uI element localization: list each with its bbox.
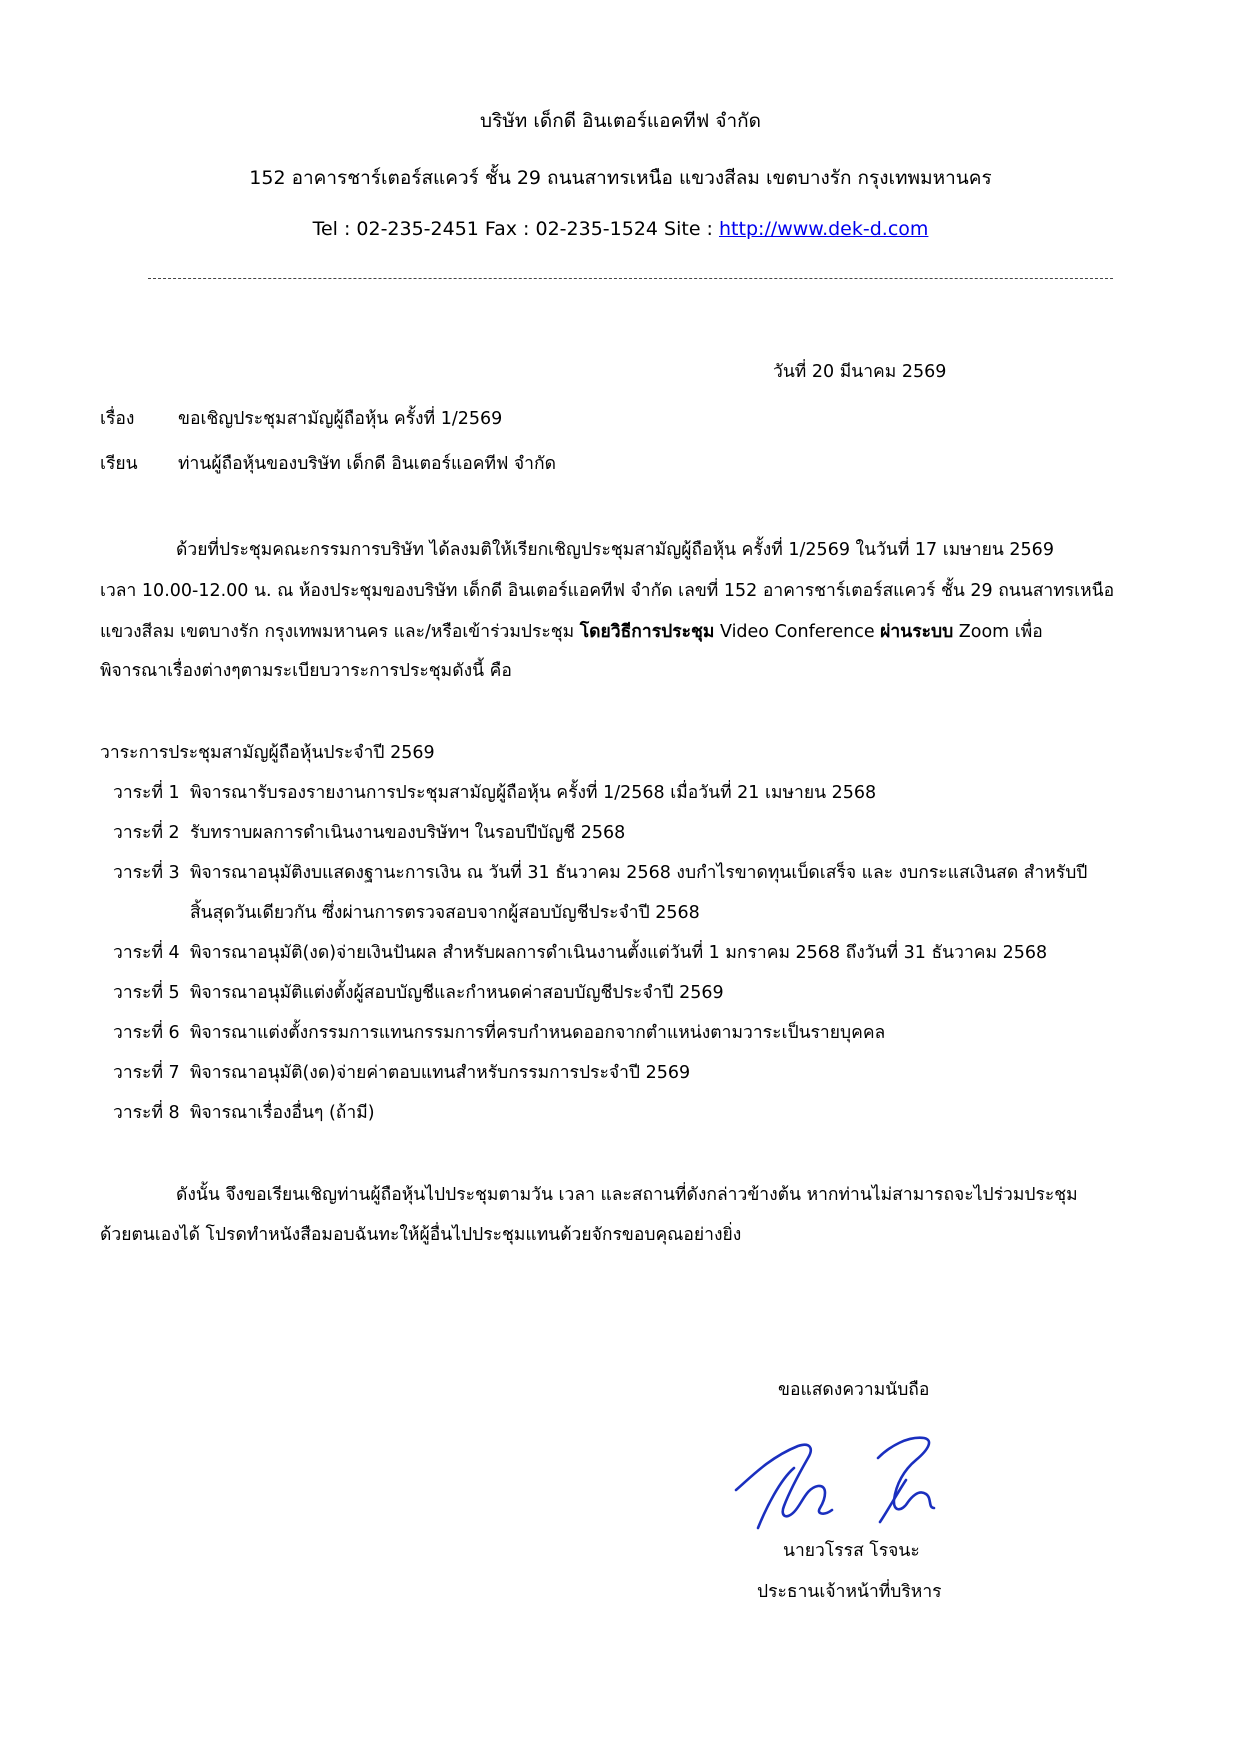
intro-bold-method: โดยวิธีการประชุม xyxy=(579,622,715,642)
recipient-label: เรียน xyxy=(100,454,138,474)
subject-text: ขอเชิญประชุมสามัญผู้ถือหุ้น ครั้งที่ 1/2569 xyxy=(178,409,503,429)
header-divider xyxy=(148,278,1113,279)
agenda-item-text: พิจารณาอนุมัติงบแสดงฐานะการเงิน ณ วันที่ 31 ธันวาคม 2568 งบกำไรขาดทุนเบ็ดเสร็จ และ งบกระแสเงินสด สำหรับปี xyxy=(190,863,1088,883)
agenda-item-text: พิจารณาอนุมัติแต่งตั้งผู้สอบบัญชีและกำหนดค่าสอบบัญชีประจำปี 2569 xyxy=(190,983,724,1003)
intro-bold-via: ผ่านระบบ xyxy=(880,622,954,642)
intro-line-1: ด้วยที่ประชุมคณะกรรมการบริษัท ได้ลงมติให้เรียกเชิญประชุมสามัญผู้ถือหุ้น ครั้งที่ 1/2569 ในวันที่ 17 เมษายน 2569 xyxy=(176,540,1054,560)
agenda-item-number: วาระที่ 1 xyxy=(113,783,180,803)
intro-line-4: พิจารณาเรื่องต่างๆตามระเบียบวาระการประชุมดังนี้ คือ xyxy=(100,661,512,681)
agenda-heading: วาระการประชุมสามัญผู้ถือหุ้นประจำปี 2569 xyxy=(100,743,435,763)
valediction: ขอแสดงความนับถือ xyxy=(778,1380,930,1400)
contact-line xyxy=(0,216,1241,242)
agenda-item-text-continued: สิ้นสุดวันเดียวกัน ซึ่งผ่านการตรวจสอบจากผู้สอบบัญชีประจำปี 2568 xyxy=(190,903,700,923)
company-name: บริษัท เด็กดี อินเตอร์แอคทีฟ จำกัด xyxy=(480,110,761,132)
company-address: 152 อาคารชาร์เตอร์สแควร์ ชั้น 29 ถนนสาทรเหนือ แขวงสีลม เขตบางรัก กรุงเทพมหานคร xyxy=(249,167,992,189)
closing-line-1: ดังนั้น จึงขอเรียนเชิญท่านผู้ถือหุ้นไปประชุมตามวัน เวลา และสถานที่ดังกล่าวข้างต้น หากท่านไม่สามารถจะไปร่วมประชุม xyxy=(176,1185,1078,1205)
handwritten-signature xyxy=(728,1428,968,1538)
agenda-item-text: พิจารณาอนุมัติ(งด)จ่ายค่าตอบแทนสำหรับกรรมการประจำปี 2569 xyxy=(190,1063,691,1083)
intro-line-2: เวลา 10.00-12.00 น. ณ ห้องประชุมของบริษัท เด็กดี อินเตอร์แอคทีฟ จำกัด เลขที่ 152 อาคารชาร์เตอร์สแควร์ ชั้น 29 ถนนสาทรเหนือ xyxy=(100,581,1115,601)
agenda-item-number: วาระที่ 4 xyxy=(113,943,180,963)
agenda-item-number: วาระที่ 3 xyxy=(113,863,180,883)
agenda-item-text: พิจารณาแต่งตั้งกรรมการแทนกรรมการที่ครบกำหนดออกจากตำแหน่งตามวาระเป็นรายบุคคล xyxy=(190,1023,886,1043)
website-link[interactable]: http://www.dek-d.com xyxy=(719,218,929,240)
signatory-title: ประธานเจ้าหน้าที่บริหาร xyxy=(757,1582,942,1602)
agenda-item-number: วาระที่ 7 xyxy=(113,1063,180,1083)
agenda-item-number: วาระที่ 6 xyxy=(113,1023,180,1043)
intro-line-3 xyxy=(100,619,1140,645)
signature-strokes xyxy=(736,1438,934,1528)
agenda-item-text: พิจารณาเรื่องอื่นๆ (ถ้ามี) xyxy=(190,1103,375,1123)
recipient-text: ท่านผู้ถือหุ้นของบริษัท เด็กดี อินเตอร์แอคทีฟ จำกัด xyxy=(178,454,556,474)
closing-line-2: ด้วยตนเองได้ โปรดทำหนังสือมอบฉันทะให้ผู้อื่นไปประชุมแทนด้วยจักรขอบคุณอย่างยิ่ง xyxy=(100,1225,742,1245)
agenda-item-number: วาระที่ 5 xyxy=(113,983,180,1003)
signature-stroke xyxy=(878,1438,934,1510)
intro-line-3-post: Zoom เพื่อ xyxy=(953,622,1043,642)
signature-stroke xyxy=(880,1480,906,1522)
intro-line-3-mid: Video Conference xyxy=(714,622,881,642)
signatory-name: นายวโรรส โรจนะ xyxy=(783,1541,920,1561)
contact-info: Tel : 02-235-2451 Fax : 02-235-1524 Site : xyxy=(312,218,719,240)
agenda-item-text: พิจารณารับรองรายงานการประชุมสามัญผู้ถือหุ้น ครั้งที่ 1/2568 เมื่อวันที่ 21 เมษายน 2568 xyxy=(190,783,877,803)
agenda-item-number: วาระที่ 2 xyxy=(113,823,180,843)
agenda-item-number: วาระที่ 8 xyxy=(113,1103,180,1123)
agenda-item-text: พิจารณาอนุมัติ(งด)จ่ายเงินปันผล สำหรับผลการดำเนินงานตั้งแต่วันที่ 1 มกราคม 2568 ถึงวันที่ 31 ธันวาคม 2568 xyxy=(190,943,1048,963)
subject-label: เรื่อง xyxy=(100,409,135,429)
letter-date: วันที่ 20 มีนาคม 2569 xyxy=(773,362,947,382)
agenda-item-text: รับทราบผลการดำเนินงานของบริษัทฯ ในรอบปีบัญชี 2568 xyxy=(190,823,626,843)
intro-line-3-pre: แขวงสีลม เขตบางรัก กรุงเทพมหานคร และ/หรือเข้าร่วมประชุม xyxy=(100,622,580,642)
